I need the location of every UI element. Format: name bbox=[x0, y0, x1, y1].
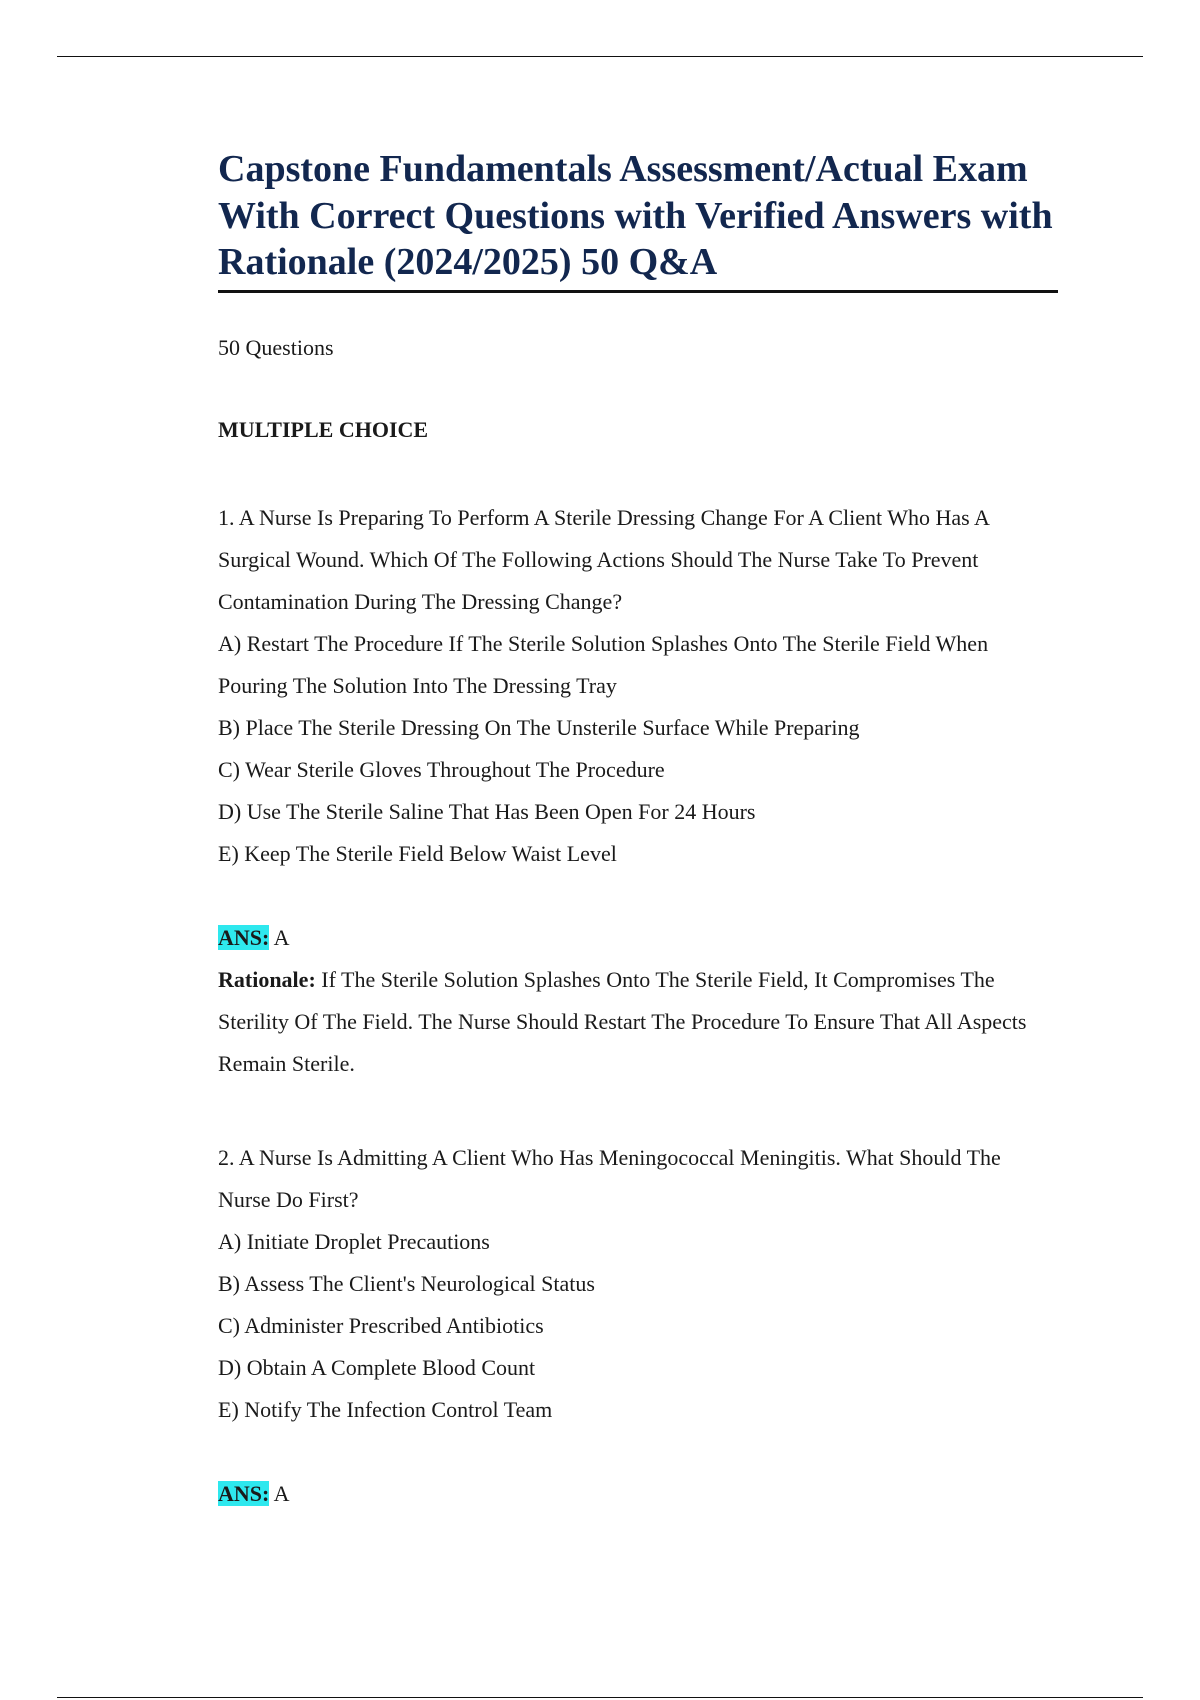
question-1-option-a: A) Restart The Procedure If The Sterile Solution Splashes Onto The Sterile Field When Pouring The Solution Into The Dressing Tray bbox=[218, 630, 989, 698]
question-1-option-b: B) Place The Sterile Dressing On The Unsterile Surface While Preparing bbox=[218, 714, 860, 740]
section-heading: MULTIPLE CHOICE bbox=[218, 416, 429, 442]
question-2-options bbox=[218, 1221, 1058, 1431]
question-2-option-b: B) Assess The Client's Neurological Status bbox=[218, 1270, 595, 1296]
question-1-answer bbox=[218, 917, 1058, 959]
question-2-option-a: A) Initiate Droplet Precautions bbox=[218, 1228, 490, 1254]
document-body bbox=[218, 146, 1058, 1515]
top-rule bbox=[57, 56, 1143, 57]
question-2-answer bbox=[218, 1473, 1058, 1515]
question-1-answer-value: A bbox=[273, 924, 290, 950]
question-1-option-e: E) Keep The Sterile Field Below Waist Level bbox=[218, 840, 617, 866]
question-1-option-d: D) Use The Sterile Saline That Has Been Open For 24 Hours bbox=[218, 798, 756, 824]
question-1-options bbox=[218, 623, 1058, 875]
question-1-rationale-text: If The Sterile Solution Splashes Onto The Sterile Field, It Compromises The Sterility Of The Field. The Nurse Should Restart The Procedure To Ensure That All Aspects Remain Sterile. bbox=[218, 966, 1027, 1076]
question-2-text: 2. A Nurse Is Admitting A Client Who Has Meningococcal Meningitis. What Should The Nurse Do First? bbox=[218, 1144, 1001, 1212]
question-2-option-c: C) Administer Prescribed Antibiotics bbox=[218, 1312, 544, 1338]
question-2-answer-label: ANS: bbox=[218, 1480, 270, 1506]
question-1 bbox=[218, 497, 1058, 1085]
bottom-rule bbox=[57, 1697, 1143, 1698]
question-2-option-d: D) Obtain A Complete Blood Count bbox=[218, 1354, 536, 1380]
question-1-answer-label: ANS: bbox=[218, 924, 270, 950]
question-count: 50 Questions bbox=[218, 334, 334, 360]
question-2 bbox=[218, 1137, 1058, 1515]
question-2-answer-value: A bbox=[273, 1480, 290, 1506]
question-1-rationale-label: Rationale: bbox=[218, 966, 316, 992]
question-1-rationale bbox=[218, 959, 1058, 1085]
question-1-option-c: C) Wear Sterile Gloves Throughout The Procedure bbox=[218, 756, 665, 782]
document-title: Capstone Fundamentals Assessment/Actual Exam With Correct Questions with Verified Answers with Rationale (2024/2025) 50 Q&A bbox=[218, 146, 1058, 293]
question-1-text: 1. A Nurse Is Preparing To Perform A Sterile Dressing Change For A Client Who Has A Surgical Wound. Which Of The Following Actions Should The Nurse Take To Prevent Contamination During The Dressing Change? bbox=[218, 504, 989, 614]
question-2-option-e: E) Notify The Infection Control Team bbox=[218, 1396, 553, 1422]
